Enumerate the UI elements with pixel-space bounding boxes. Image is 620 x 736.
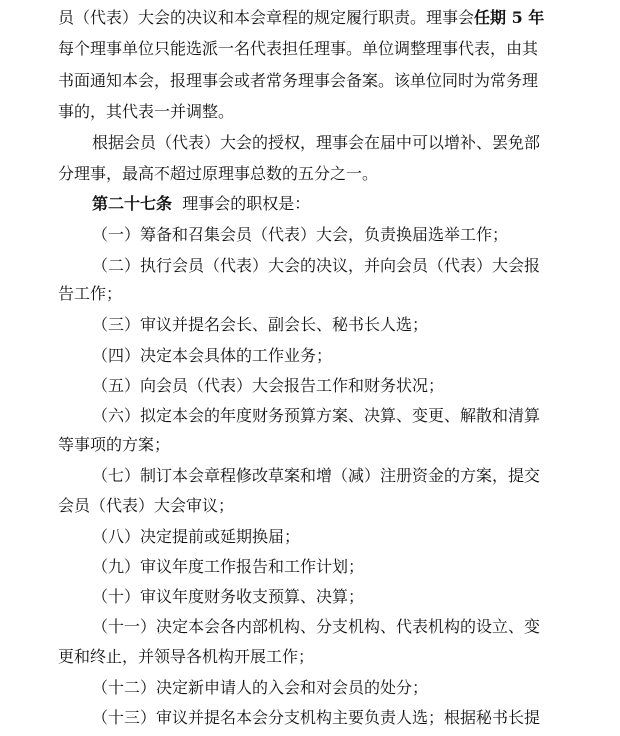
paragraph1-line4: 事的，其代表一并调整。 xyxy=(58,102,235,121)
list-item-3: （三）审议并提名会长、副会长、秘书长人选； xyxy=(92,315,429,334)
list-item-13-line1: （十三）审议并提名本会分支机构主要负责人选；根据秘书长提 xyxy=(92,708,541,727)
list-item-6-line1: （六）拟定本会的年度财务预算方案、决算、变更、解散和清算 xyxy=(92,406,541,425)
term-of-office-bold: 任期 5 年 xyxy=(474,8,545,27)
list-item-12: （十二）决定新申请人的入会和对会员的处分； xyxy=(92,678,429,697)
list-item-11-line2: 更和终止，并领导各机构开展工作； xyxy=(58,647,315,666)
list-item-6-line2: 等事项的方案； xyxy=(58,435,171,454)
list-item-2-line2: 告工作； xyxy=(58,284,123,303)
article-spacer xyxy=(172,194,182,213)
paragraph1-line1 xyxy=(58,8,544,28)
list-item-1: （一）筹备和召集会员（代表）大会，负责换届选举工作； xyxy=(92,225,509,244)
article-27-line xyxy=(92,194,310,214)
list-item-11-line1: （十一）决定本会各内部机构、分支机构、代表机构的设立、变 xyxy=(92,617,541,636)
list-item-7-line1: （七）制订本会章程修改草案和增（减）注册资金的方案，提交 xyxy=(92,466,541,485)
paragraph2-line2: 分理事，最高不超过原理事总数的五分之一。 xyxy=(58,164,379,183)
article-heading: 第二十七条 xyxy=(92,194,173,213)
paragraph1-line1-text: 员（代表）大会的决议和本会章程的规定履行职责。理事会 xyxy=(58,8,475,27)
list-item-2-line1: （二）执行会员（代表）大会的决议，并向会员（代表）大会报 xyxy=(92,256,541,275)
list-item-9: （九）审议年度工作报告和工作计划； xyxy=(92,557,365,576)
list-item-7-line2: 会员（代表）大会审议； xyxy=(58,496,235,515)
list-item-10: （十）审议年度财务收支预算、决算； xyxy=(92,587,365,606)
paragraph1-line2: 每个理事单位只能选派一名代表担任理事。单位调整理事代表，由其 xyxy=(58,39,539,58)
article-intro: 理事会的职权是： xyxy=(182,194,311,213)
paragraph2-line1: 根据会员（代表）大会的授权，理事会在届中可以增补、罢免部 xyxy=(92,133,541,152)
list-item-4: （四）决定本会具体的工作业务； xyxy=(92,346,333,365)
paragraph1-line3: 书面通知本会，报理事会或者常务理事会备案。该单位同时为常务理 xyxy=(58,71,539,90)
list-item-8: （八）决定提前或延期换届； xyxy=(92,527,301,546)
list-item-5: （五）向会员（代表）大会报告工作和财务状况； xyxy=(92,376,445,395)
